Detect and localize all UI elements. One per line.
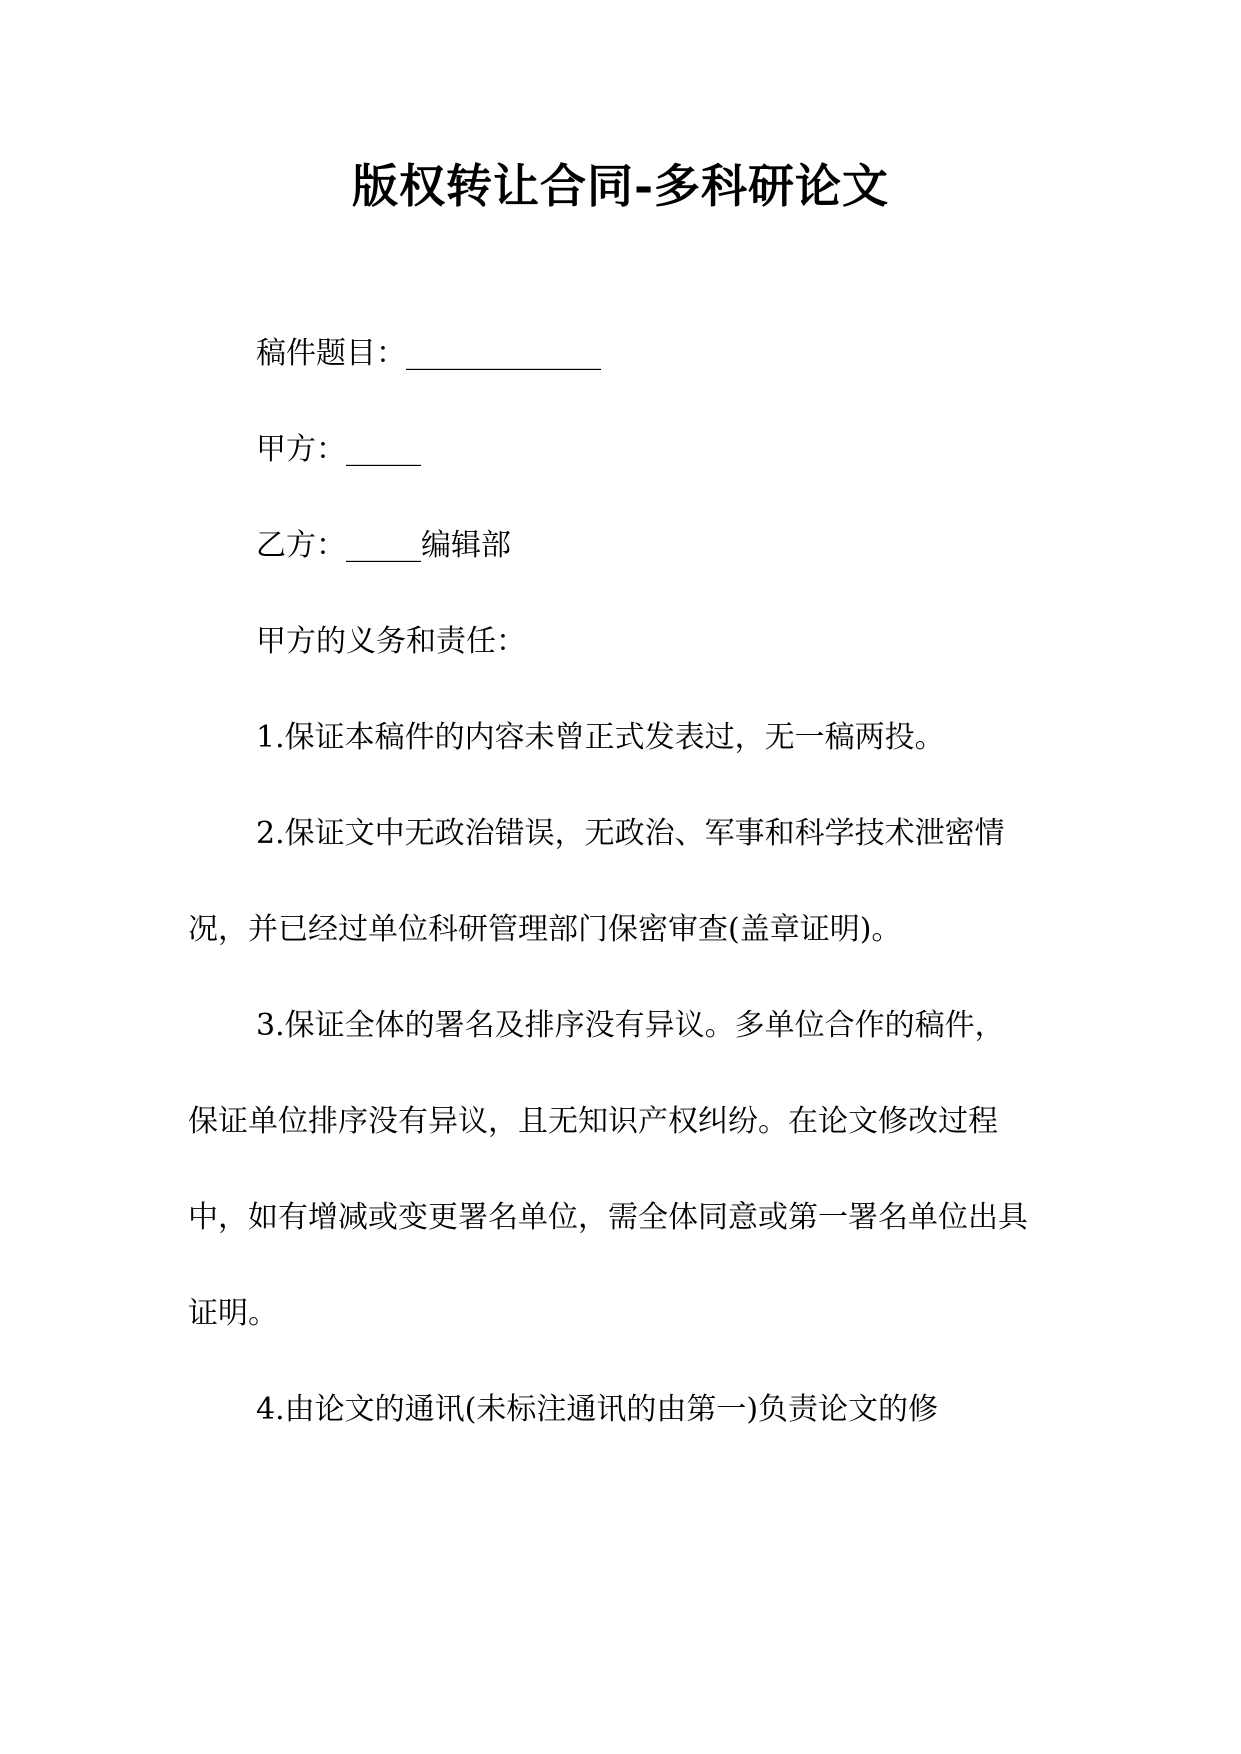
clause-3: 3.保证全体的署名及排序没有异议。多单位合作的稿件，保证单位排序没有异议，且无知识产权纠纷。在论文修改过程中，如有增减或变更署名单位，需全体同意或第一署名单位出具证明。 (188, 1008, 1028, 1331)
party-b-field: 乙方：_____编辑部 (256, 528, 511, 563)
document-title: 版权转让合同-多科研论文 (351, 159, 890, 213)
party-a-obligations-heading: 甲方的义务和责任： (256, 624, 526, 659)
manuscript-title-field: 稿件题目：_____________ (256, 336, 601, 371)
document-body (188, 306, 1028, 1458)
clause-4: 4.由论文的通讯(未标注通讯的由第一)负责论文的修 (256, 1392, 939, 1427)
clause-1: 1.保证本稿件的内容未曾正式发表过，无一稿两投。 (256, 720, 945, 755)
clause-2: 2.保证文中无政治错误，无政治、军事和科学技术泄密情况，并已经过单位科研管理部门保密审查(盖章证明)。 (188, 816, 1005, 947)
party-a-field: 甲方：_____ (256, 432, 421, 467)
